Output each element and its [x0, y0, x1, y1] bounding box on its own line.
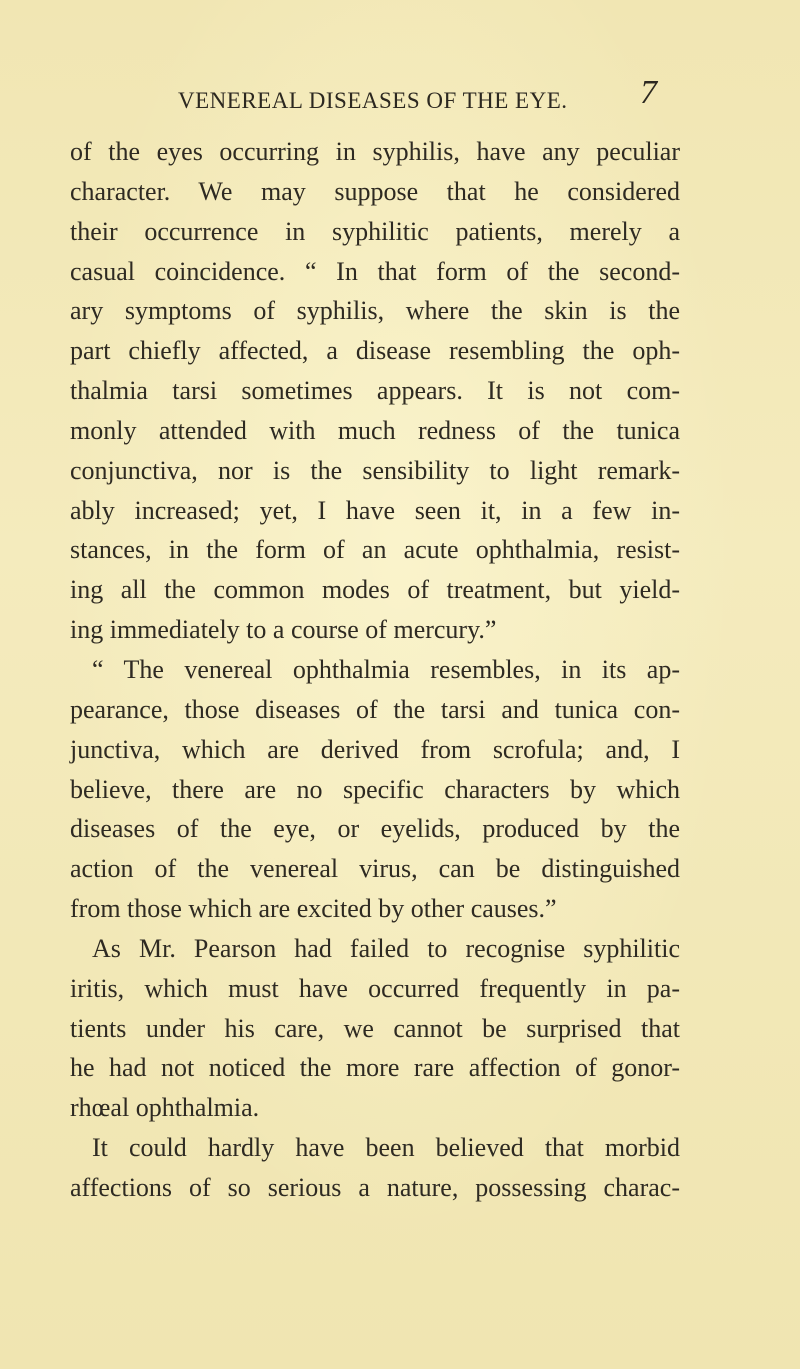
text-line: diseases of the eye, or eyelids, produced by the	[70, 814, 680, 844]
text-line: ing immediately to a course of mercury.”	[70, 615, 497, 645]
body-text	[70, 132, 680, 1208]
text-line: monly attended with much redness of the tunica	[70, 415, 680, 445]
running-head: VENEREAL DISEASES OF THE EYE.	[178, 88, 568, 113]
text-line: iritis, which must have occurred frequently in pa-	[70, 973, 680, 1003]
text-line: casual coincidence. “ In that form of the second-	[70, 256, 680, 286]
text-line: thalmia tarsi sometimes appears. It is not com-	[70, 376, 680, 406]
text-line: As Mr. Pearson had failed to recognise syphilitic	[92, 933, 680, 963]
page-number: 7	[640, 74, 657, 111]
text-line: pearance, those diseases of the tarsi and tunica con-	[70, 694, 680, 724]
text-line: from those which are excited by other causes.”	[70, 894, 557, 924]
text-line: believe, there are no specific characters by which	[70, 774, 680, 804]
text-line: action of the venereal virus, can be distinguished	[70, 854, 680, 884]
text-line: ary symptoms of syphilis, where the skin is the	[70, 296, 680, 326]
text-line: stances, in the form of an acute ophthalmia, resist-	[70, 535, 680, 565]
text-line: It could hardly have been believed that morbid	[92, 1133, 680, 1163]
text-line: junctiva, which are derived from scrofula; and, I	[70, 734, 680, 764]
text-line: their occurrence in syphilitic patients, merely a	[70, 216, 680, 246]
page-header	[178, 74, 678, 120]
text-line: tients under his care, we cannot be surprised that	[70, 1013, 680, 1043]
text-line: of the eyes occurring in syphilis, have any peculiar	[70, 137, 680, 166]
text-line: conjunctiva, nor is the sensibility to light remark-	[70, 455, 680, 485]
text-line: character. We may suppose that he considered	[70, 176, 680, 206]
text-line: ably increased; yet, I have seen it, in a few in-	[70, 495, 680, 525]
text-line: “ The venereal ophthalmia resembles, in its ap-	[92, 654, 680, 684]
text-line: ing all the common modes of treatment, but yield-	[70, 575, 680, 605]
text-line: he had not noticed the more rare affection of gonor-	[70, 1053, 680, 1083]
text-line: affections of so serious a nature, possessing charac-	[70, 1172, 680, 1202]
text-line: part chiefly affected, a disease resembling the oph-	[70, 336, 680, 366]
text-line: rhœal ophthalmia.	[70, 1093, 260, 1123]
